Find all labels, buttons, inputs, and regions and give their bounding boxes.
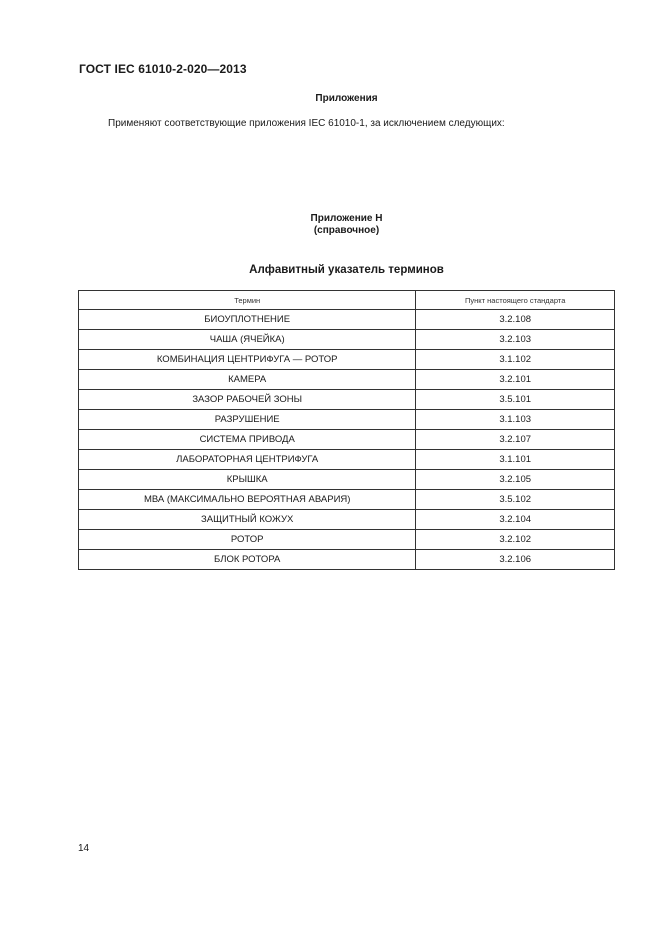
term-cell: ЛАБОРАТОРНАЯ ЦЕНТРИФУГА — [79, 450, 416, 470]
table-header-row — [79, 291, 615, 310]
clause-cell: 3.2.106 — [416, 550, 615, 570]
table-row — [79, 450, 615, 470]
clause-cell: 3.5.101 — [416, 390, 615, 410]
clause-cell: 3.2.105 — [416, 470, 615, 490]
index-title — [0, 264, 661, 276]
table-row — [79, 350, 615, 370]
clause-cell: 3.2.108 — [416, 310, 615, 330]
table-row — [79, 390, 615, 410]
table-row — [79, 410, 615, 430]
term-cell: КАМЕРА — [79, 370, 416, 390]
table-row — [79, 470, 615, 490]
term-cell: МВА (МАКСИМАЛЬНО ВЕРОЯТНАЯ АВАРИЯ) — [79, 490, 416, 510]
table-row — [79, 490, 615, 510]
term-cell: КРЫШКА — [79, 470, 416, 490]
column-header-clause: Пункт настоящего стандарта — [416, 291, 615, 310]
clause-cell: 3.2.102 — [416, 530, 615, 550]
term-cell: РОТОР — [79, 530, 416, 550]
table-body — [79, 310, 615, 570]
term-cell: СИСТЕМА ПРИВОДА — [79, 430, 416, 450]
table-row — [79, 510, 615, 530]
table-row — [79, 550, 615, 570]
page-number: 14 — [78, 843, 90, 854]
clause-cell: 3.2.103 — [416, 330, 615, 350]
clause-cell: 3.1.102 — [416, 350, 615, 370]
clause-cell: 3.1.103 — [416, 410, 615, 430]
table-row — [79, 370, 615, 390]
standard-code-header: ГОСТ IEC 61010-2-020—2013 — [79, 62, 247, 76]
section-title-text: Приложения — [315, 93, 378, 104]
clause-cell: 3.1.101 — [416, 450, 615, 470]
column-header-term: Термин — [79, 291, 416, 310]
annex-heading — [0, 213, 661, 237]
term-cell: РАЗРУШЕНИЕ — [79, 410, 416, 430]
table-row — [79, 530, 615, 550]
table-row — [79, 430, 615, 450]
table-row — [79, 330, 615, 350]
term-cell: БЛОК РОТОРА — [79, 550, 416, 570]
intro-paragraph: Применяют соответствующие приложения IEC 61010-1, за исключением следующих: — [108, 118, 505, 129]
section-title — [0, 93, 661, 104]
clause-cell: 3.2.101 — [416, 370, 615, 390]
term-cell: БИОУПЛОТНЕНИЕ — [79, 310, 416, 330]
term-cell: ЗАЗОР РАБОЧЕЙ ЗОНЫ — [79, 390, 416, 410]
term-cell: КОМБИНАЦИЯ ЦЕНТРИФУГА — РОТОР — [79, 350, 416, 370]
table-row — [79, 310, 615, 330]
term-cell: ЗАЩИТНЫЙ КОЖУХ — [79, 510, 416, 530]
annex-title: Приложение Н — [310, 213, 383, 224]
term-cell: ЧАША (ЯЧЕЙКА) — [79, 330, 416, 350]
terms-index-table — [78, 290, 615, 570]
index-title-text: Алфавитный указатель терминов — [249, 264, 444, 276]
clause-cell: 3.2.104 — [416, 510, 615, 530]
clause-cell: 3.5.102 — [416, 490, 615, 510]
clause-cell: 3.2.107 — [416, 430, 615, 450]
annex-subtitle: (справочное) — [313, 225, 380, 236]
